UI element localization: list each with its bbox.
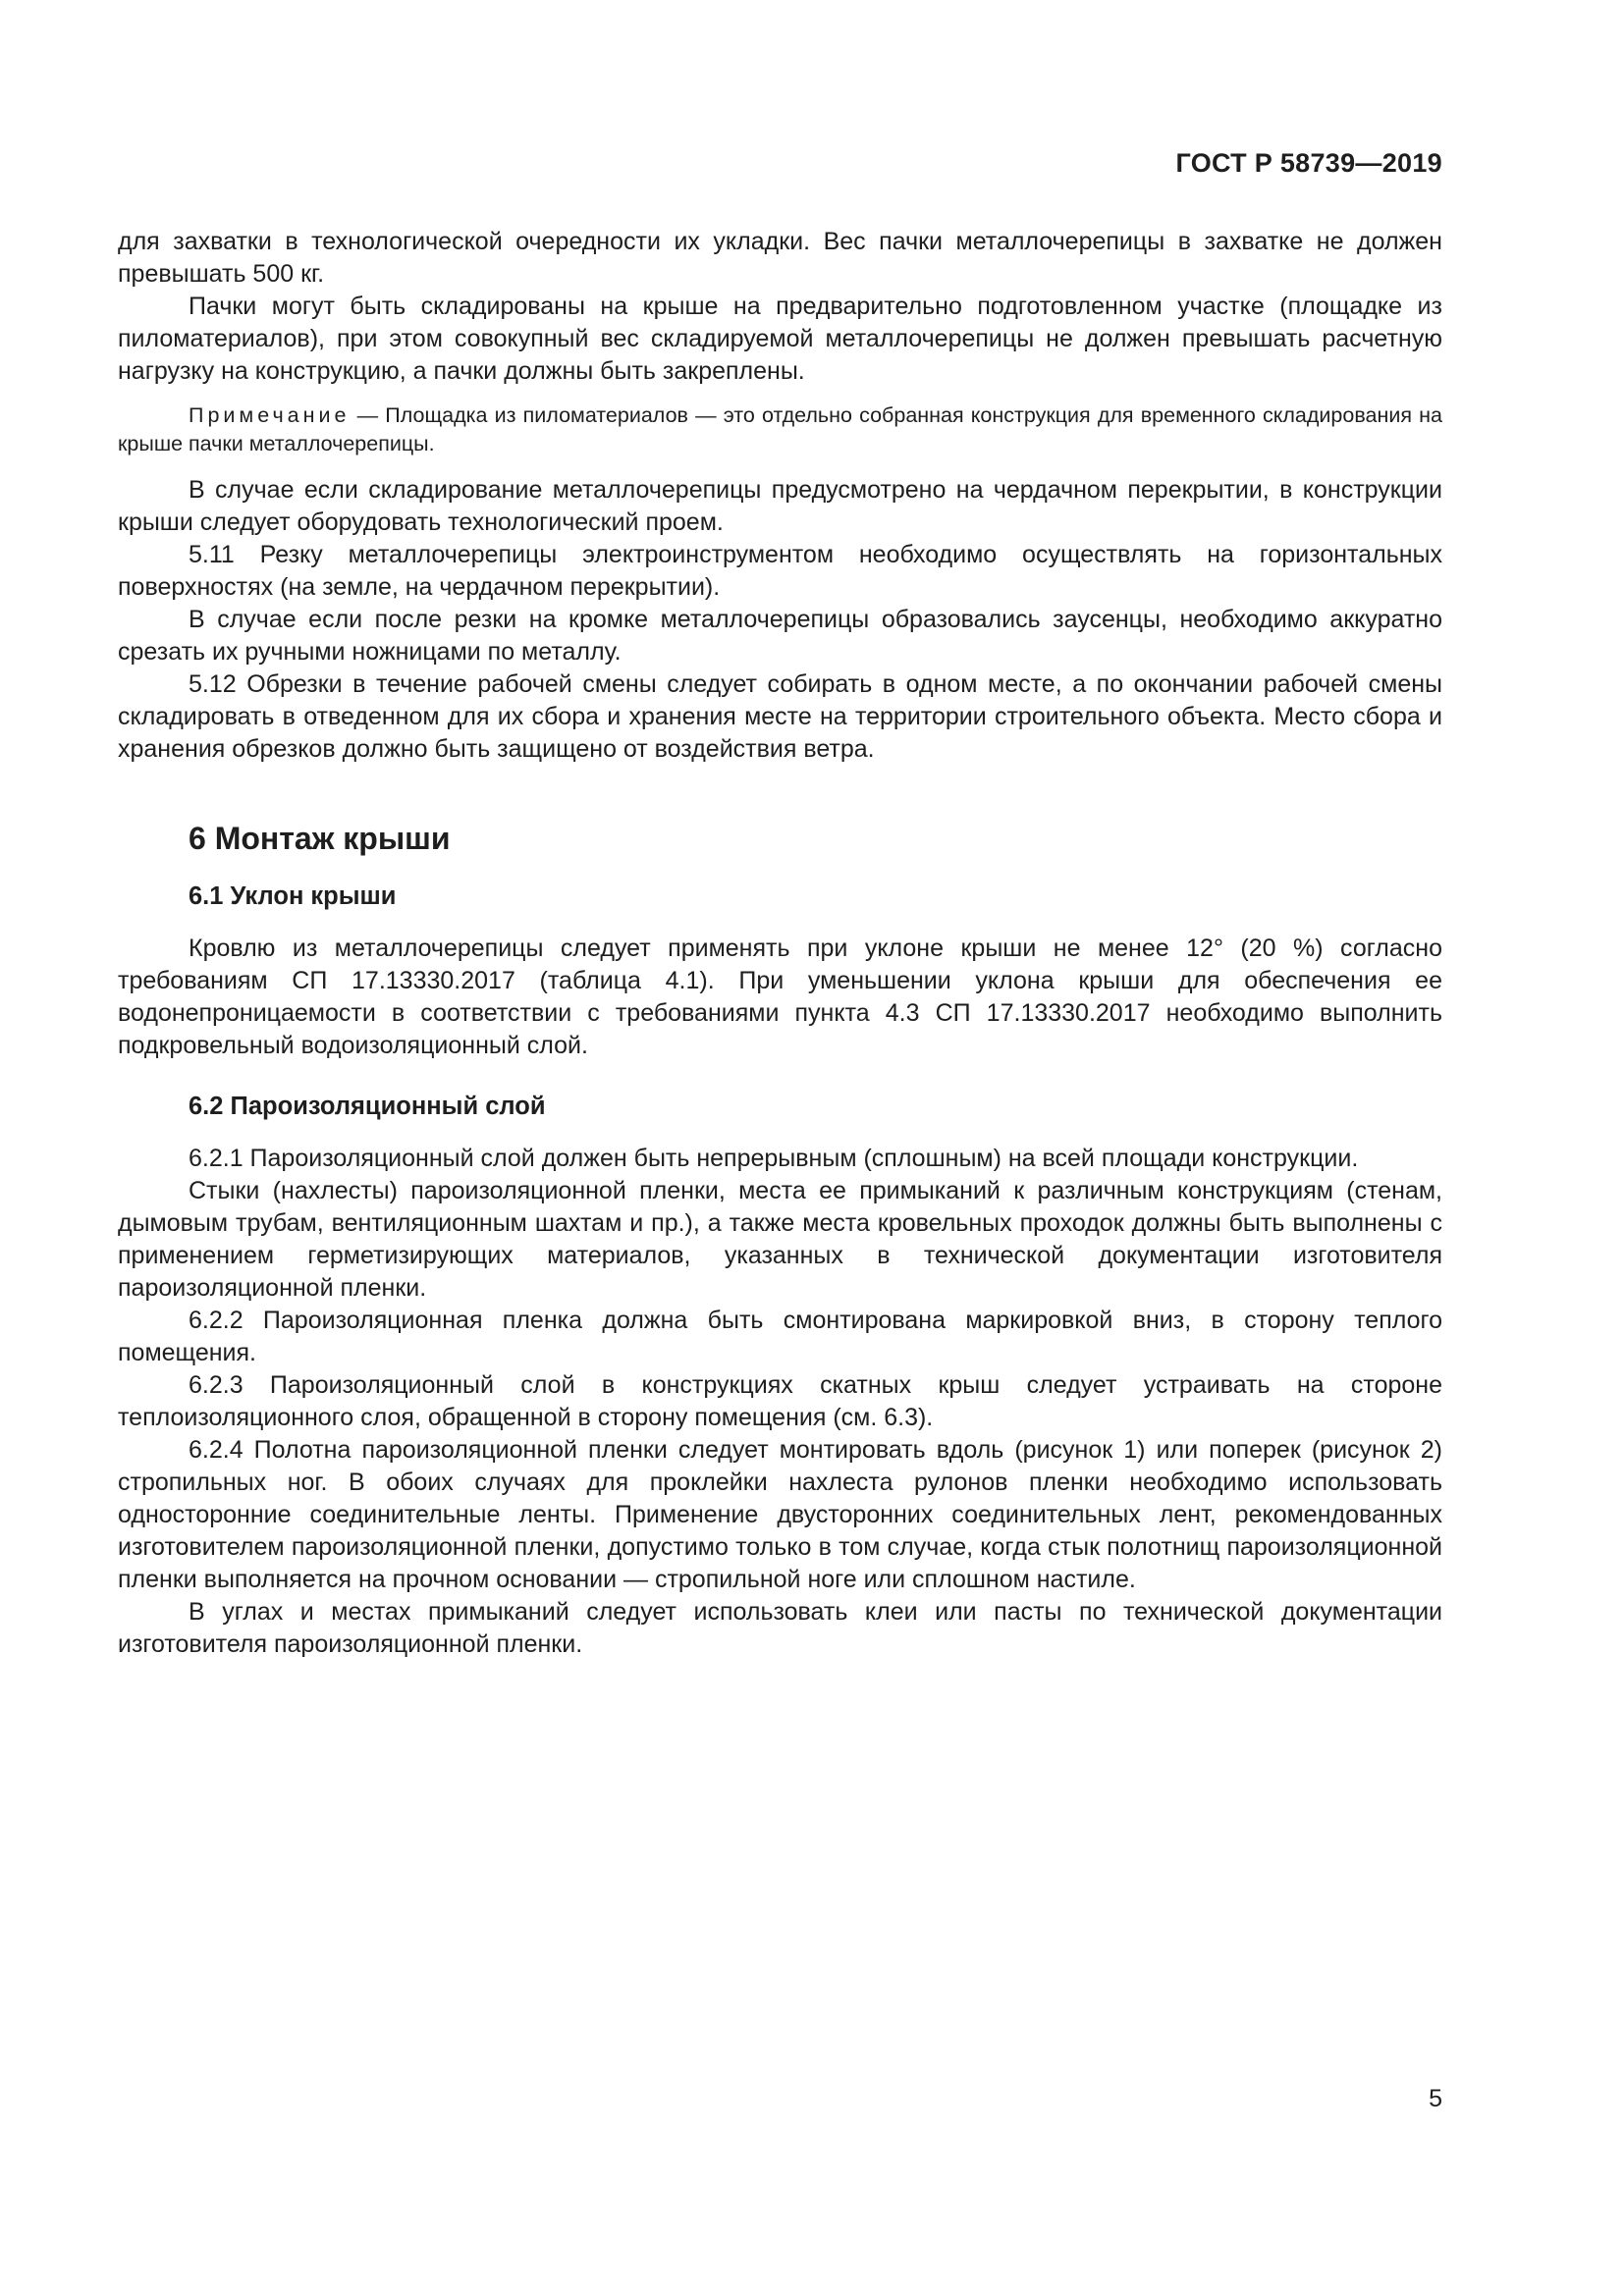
note-label: Примечание (189, 403, 351, 427)
section-heading-6: 6 Монтаж крыши (189, 821, 451, 856)
paragraph-5-12: 5.12 Обрезки в течение рабочей смены следует собирать в одном месте, а по окончании рабочей смены складировать в отведенном для их сбора и хранения месте на территории строительного объекта. Место сбора и хранения обрезков должно быть защищено от воздействия ветра. (118, 670, 1442, 763)
note-text: — Площадка из пиломатериалов — это отдельно собранная конструкция для временного складирования на крыше пачки металлочерепицы. (118, 403, 1442, 455)
page-number: 5 (1429, 2085, 1442, 2112)
paragraph-6-2-4: 6.2.4 Полотна пароизоляционной пленки следует монтировать вдоль (рисунок 1) или поперек (рисунок 2) стропильных ног. В обоих случаях для проклейки нахлеста рулонов пленки необходимо использовать односторонние соединительные ленты. Применение двусторонних соединительных лент, рекомендованных изготовителем пароизоляционной пленки, допустимо только в том случае, когда стык полотнищ пароизоляционной пленки выполняется на прочном основании — стропильной ноге или сплошном настиле. (118, 1436, 1442, 1593)
paragraph-6-2-3: 6.2.3 Пароизоляционный слой в конструкциях скатных крыш следует устраивать на стороне теплоизоляционного слоя, обращенной в сторону помещения (см. 6.3). (118, 1371, 1442, 1431)
paragraph: В углах и местах примыканий следует использовать клеи или пасты по технической документации изготовителя пароизоляционной пленки. (118, 1598, 1442, 1658)
subsection-heading-6-2: 6.2 Пароизоляционный слой (189, 1093, 546, 1120)
document-code-header: ГОСТ Р 58739—2019 (1175, 148, 1442, 178)
paragraph: Пачки могут быть складированы на крыше на предварительно подготовленном участке (площадке из пиломатериалов), при этом совокупный вес складируемой металлочерепицы не должен превышать расчетную нагрузку на конструкцию, а пачки должны быть закреплены. (118, 293, 1442, 385)
note (118, 401, 1442, 458)
paragraph-6-1: Кровлю из металлочерепицы следует применять при уклоне крыши не менее 12° (20 %) согласно требованиям СП 17.13330.2017 (таблица 4.1). При уменьшении уклона крыши для обеспечения ее водонепроницаемости в соответствии с требованиями пункта 4.3 СП 17.13330.2017 необходимо выполнить подкровельный водоизоляционный слой. (118, 934, 1442, 1059)
document-body (118, 226, 1442, 1661)
paragraph-continuation: для захватки в технологической очередности их укладки. Вес пачки металлочерепицы в захватке не должен превышать 500 кг. (118, 228, 1442, 288)
paragraph-5-11: 5.11 Резку металлочерепицы электроинструментом необходимо осуществлять на горизонтальных поверхностях (на земле, на чердачном перекрытии). (118, 541, 1442, 601)
paragraph: В случае если после резки на кромке металлочерепицы образовались заусенцы, необходимо аккуратно срезать их ручными ножницами по металлу. (118, 606, 1442, 666)
subsection-heading-6-1: 6.1 Уклон крыши (189, 882, 397, 910)
paragraph: Стыки (нахлесты) пароизоляционной пленки, места ее примыканий к различным конструкциям (стенам, дымовым трубам, вентиляционным шахтам и пр.), а также места кровельных проходок должны быть выполнены с применением герметизирующих материалов, указанных в технической документации изготовителя пароизоляционной пленки. (118, 1177, 1442, 1302)
paragraph-6-2-2: 6.2.2 Пароизоляционная пленка должна быть смонтирована маркировкой вниз, в сторону теплого помещения. (118, 1307, 1442, 1366)
paragraph-6-2-1: 6.2.1 Пароизоляционный слой должен быть непрерывным (сплошным) на всей площади конструкции. (189, 1145, 1359, 1172)
paragraph: В случае если складирование металлочерепицы предусмотрено на чердачном перекрытии, в конструкции крыши следует оборудовать технологический проем. (118, 476, 1442, 536)
